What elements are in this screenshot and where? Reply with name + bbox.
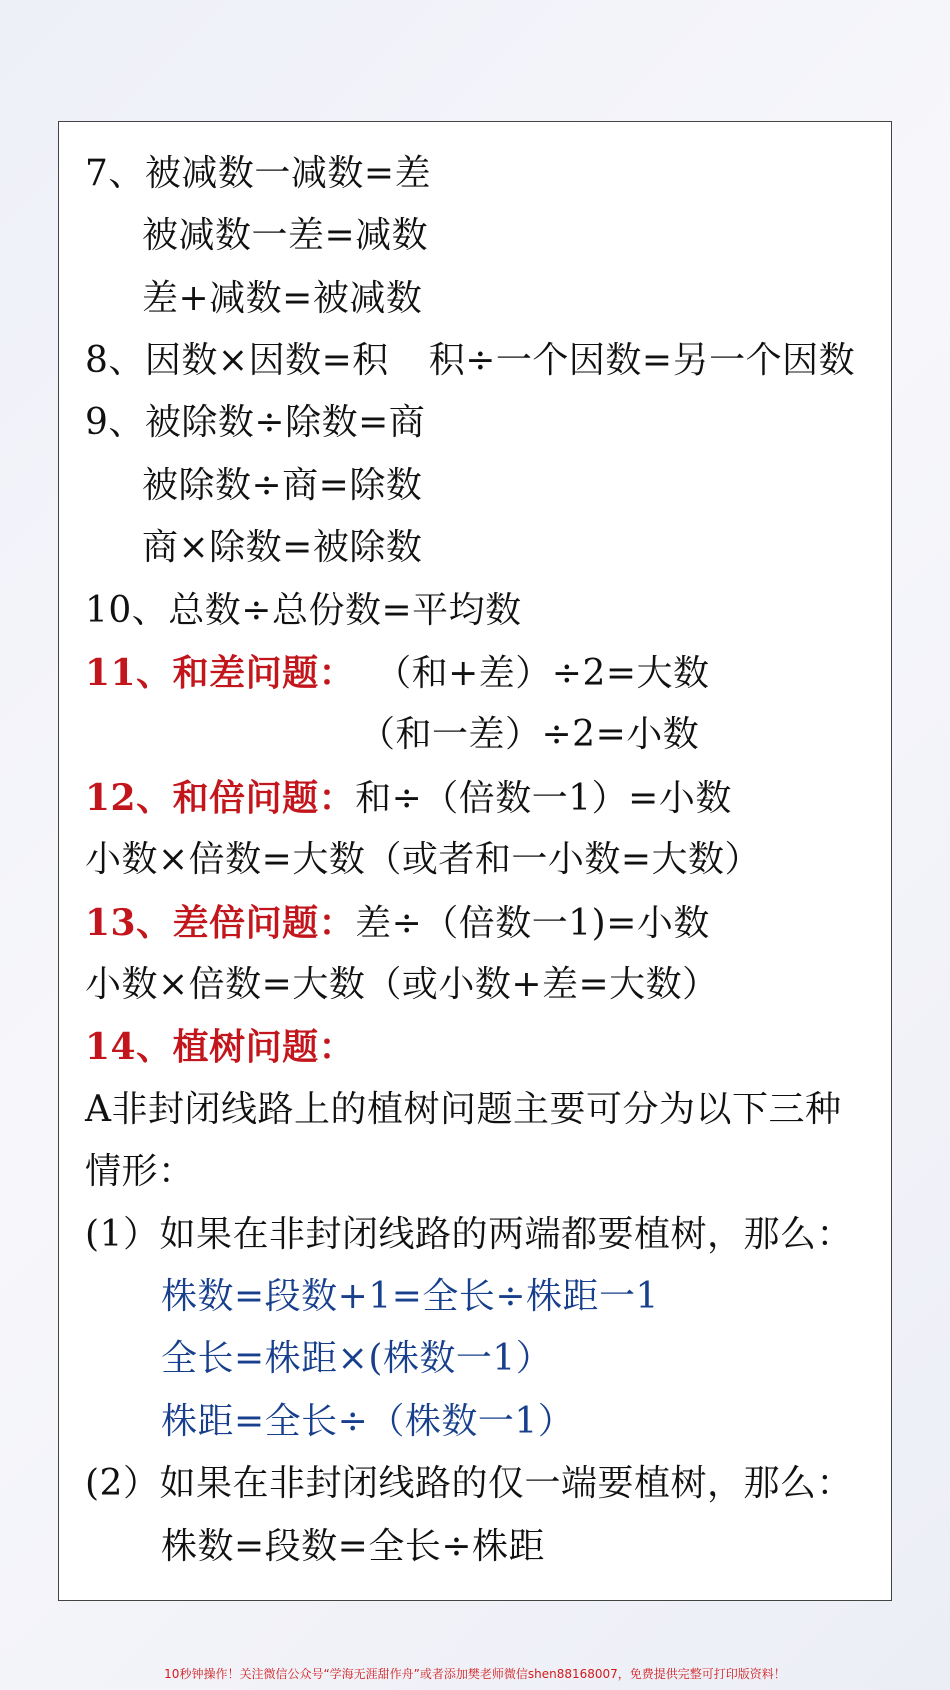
line-text: 商×除数=被除数 — [142, 527, 423, 568]
formula-line — [161, 1525, 545, 1569]
formula-line-7b — [142, 214, 428, 258]
case-2-line — [85, 1462, 853, 1506]
section-heading: 11、和差问题： — [85, 652, 356, 694]
footer-notice: 10秒钟操作！关注微信公众号“学海无涯甜作舟”或者添加樊老师微信shen88168007，免费提供完整可打印版资料！ — [164, 1667, 786, 1681]
line-text: 7、被减数一减数=差 — [85, 153, 432, 194]
line-text: 8、因数×因数=积 — [85, 340, 389, 381]
formula-line-9b — [142, 464, 422, 508]
line-text: 全长=株距×(株数一1） — [161, 1338, 553, 1379]
formula-line-7c — [142, 277, 422, 321]
formula-line-12b — [85, 838, 761, 882]
formula-line-7 — [85, 152, 431, 196]
line-text: (2）如果在非封闭线路的仅一端要植树，那么： — [85, 1463, 853, 1504]
section-heading: 14、植树问题： — [85, 1026, 356, 1068]
formula-line-8 — [85, 339, 855, 383]
formula-line-11 — [85, 651, 710, 696]
line-text: 被减数一差=减数 — [142, 215, 429, 256]
line-text: 情形： — [85, 1151, 195, 1192]
paragraph-line — [85, 1150, 195, 1194]
line-text: 和÷（倍数一1）=小数 — [355, 778, 732, 819]
line-text: 10、总数÷总份数=平均数 — [85, 590, 522, 631]
line-text: 差÷（倍数一1)=小数 — [355, 903, 710, 944]
formula-blue-line — [161, 1275, 659, 1319]
line-text: （和+差）÷2=大数 — [375, 653, 710, 694]
formula-line-13b — [85, 963, 719, 1007]
section-heading: 12、和倍问题： — [85, 777, 356, 819]
formula-line-14 — [85, 1025, 355, 1070]
line-text: 株数=段数+1=全长÷株距一1 — [161, 1276, 659, 1317]
line-text: (1）如果在非封闭线路的两端都要植树，那么： — [85, 1214, 853, 1255]
line-text: 被除数÷商=除数 — [142, 465, 423, 506]
line-text: 差+减数=被减数 — [142, 278, 423, 319]
section-heading: 13、差倍问题： — [85, 902, 356, 944]
line-text: A非封闭线路上的植树问题主要可分为以下三种 — [85, 1089, 842, 1130]
line-text: （和一差）÷2=小数 — [359, 714, 700, 755]
line-text: 株数=段数=全长÷株距 — [161, 1526, 545, 1567]
formula-line-9 — [85, 401, 425, 445]
line-text: 小数×倍数=大数（或小数+差=大数） — [85, 964, 719, 1005]
formula-line-13 — [85, 901, 710, 946]
formula-line-12 — [85, 776, 732, 821]
formula-blue-line — [161, 1400, 574, 1444]
line-text: 小数×倍数=大数（或者和一小数=大数） — [85, 839, 761, 880]
case-1-line — [85, 1213, 853, 1257]
formula-blue-line — [161, 1337, 552, 1381]
formula-line-9c — [142, 526, 422, 570]
line-text: 积÷一个因数=另一个因数 — [428, 340, 856, 381]
paragraph-line — [85, 1088, 842, 1132]
formula-line-10 — [85, 589, 522, 633]
content-card — [58, 121, 892, 1601]
line-text: 9、被除数÷除数=商 — [85, 402, 426, 443]
formula-line-11b — [359, 713, 699, 757]
line-text: 株距=全长÷（株数一1） — [161, 1401, 575, 1442]
